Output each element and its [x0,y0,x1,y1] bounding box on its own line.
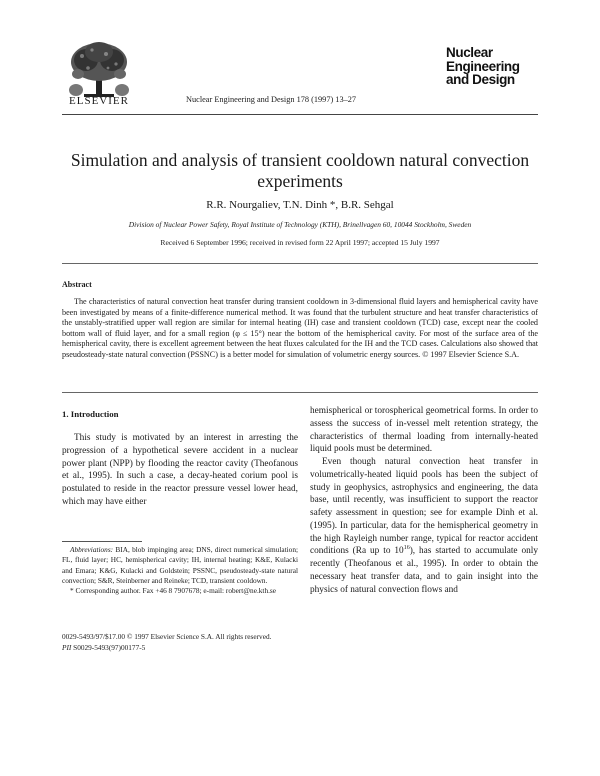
corresponding-author-footnote: * Corresponding author. Fax +46 8 7907678; e-mail: robert@ne.kth.se [70,586,276,596]
abstract-text: The characteristics of natural convection heat transfer during transient cooldown in 3-dimensional fluid layers and hemispherical cavity have been investigated by means of a finite-difference numerical method. It was found that the turbulent structure and heat transfer characteristics of the unstably-stratified upper wall region are similar for internal heating (IH) case and transient cooldown (TCD) case, except near the cooled bottom wall of fluid layer, and for a small region (φ ≤ 15°) near the bottom of the hemispherical cavity. For most of the surface area of the hemispherical cavity, there is excellent agreement between the heat fluxes calculated for the IH and the TCD cases. Calculations also showed that pseudosteady-state natural convection (PSSNC) is a better model for simulation of volumetric energy sources. © 1997 Elsevier Science S.A. [62,297,538,359]
affiliation: Division of Nuclear Power Safety, Royal Institute of Technology (KTH), Brinellvagen 60, 10044 Stockholm, Sweden [128,220,472,229]
header-rule [62,114,538,115]
right-column-paragraph-1: hemispherical or torospherical geometrical forms. In order to assess the success of in-vessel melt retention strategy, the characteristics of thermal loading from internally-heated liquid pools must be determined. [310,406,538,455]
journal-logo [446,46,538,87]
received-dates: Received 6 September 1996; received in revised form 22 April 1997; accepted 15 July 1997 [160,238,440,247]
journal-logo-line-2: Engineering [446,58,520,74]
journal-citation: Nuclear Engineering and Design 178 (1997) 13–27 [186,95,357,104]
copyright-block [62,632,271,653]
right-column [310,405,538,596]
abstract-top-rule [62,263,538,264]
left-column [62,432,298,509]
abstract-heading: Abstract [62,280,92,289]
left-column-paragraph: This study is motivated by an interest in arresting the progression of a hypothetical severe accident in a nuclear power plant (NPP) by flooding the reactor cavity (Theofanous et al., 1995). In such a case, a decay-heated corium pool is postulated to reside in the reactor pressure vessel lower head, which may have either [62,433,298,507]
copyright-line: 0029-5493/97/$17.00 © 1997 Elsevier Science S.A. All rights reserved. [62,632,272,641]
pii-label: PII [62,642,72,652]
footnotes [62,545,298,596]
footnote-rule [62,541,142,542]
authors: R.R. Nourgaliev, T.N. Dinh *, B.R. Sehgal [206,199,394,211]
superscript-exponent: 16 [403,545,410,552]
journal-logo-line-3: and Design [446,72,515,87]
section-heading: 1. Introduction [62,409,119,419]
abbreviations-footnote: Abbreviations: BIA, blob impinging area; DNS, direct numerical simulation; FL, fluid layer; HC, hemispherical cavity; IH, internal heating; K&E, Kulacki and Emara; K&G, Kulacki and Goldstein; PSSNC, pseudosteady-state natural convection; S&R, Steinberner and Reineke; TCD, transient cooldown. [62,545,298,585]
paper-title: Simulation and analysis of transient cooldown natural convection experiments [70,150,530,191]
publisher-name: ELSEVIER [69,95,129,107]
journal-logo-line-1: Nuclear [446,45,493,60]
pii-line: PII S0029-5493(97)00177-5 [62,642,146,652]
abstract-bottom-rule [62,392,538,393]
right-column-paragraph-2: Even though natural convection heat transfer in volumetrically-heated liquid pools has been the subject of study in geophysics, astrophysics and engineering, the data base, until recently, was insufficient to support the reactor safety assessment in question; see for example Dinh et al. (1995). In particular, data for the hemispherical geometry in the high Rayleigh number range, typical for reactor accident conditions (Ra up to $10^{16}$), has started to accumulate only recently (Theofanous et al., 1995). In order to obtain the necessary heat transfer data, and to gain insight into the physics of natural convection flows and [310,457,538,595]
abbreviations-label: Abbreviations: [70,545,114,554]
